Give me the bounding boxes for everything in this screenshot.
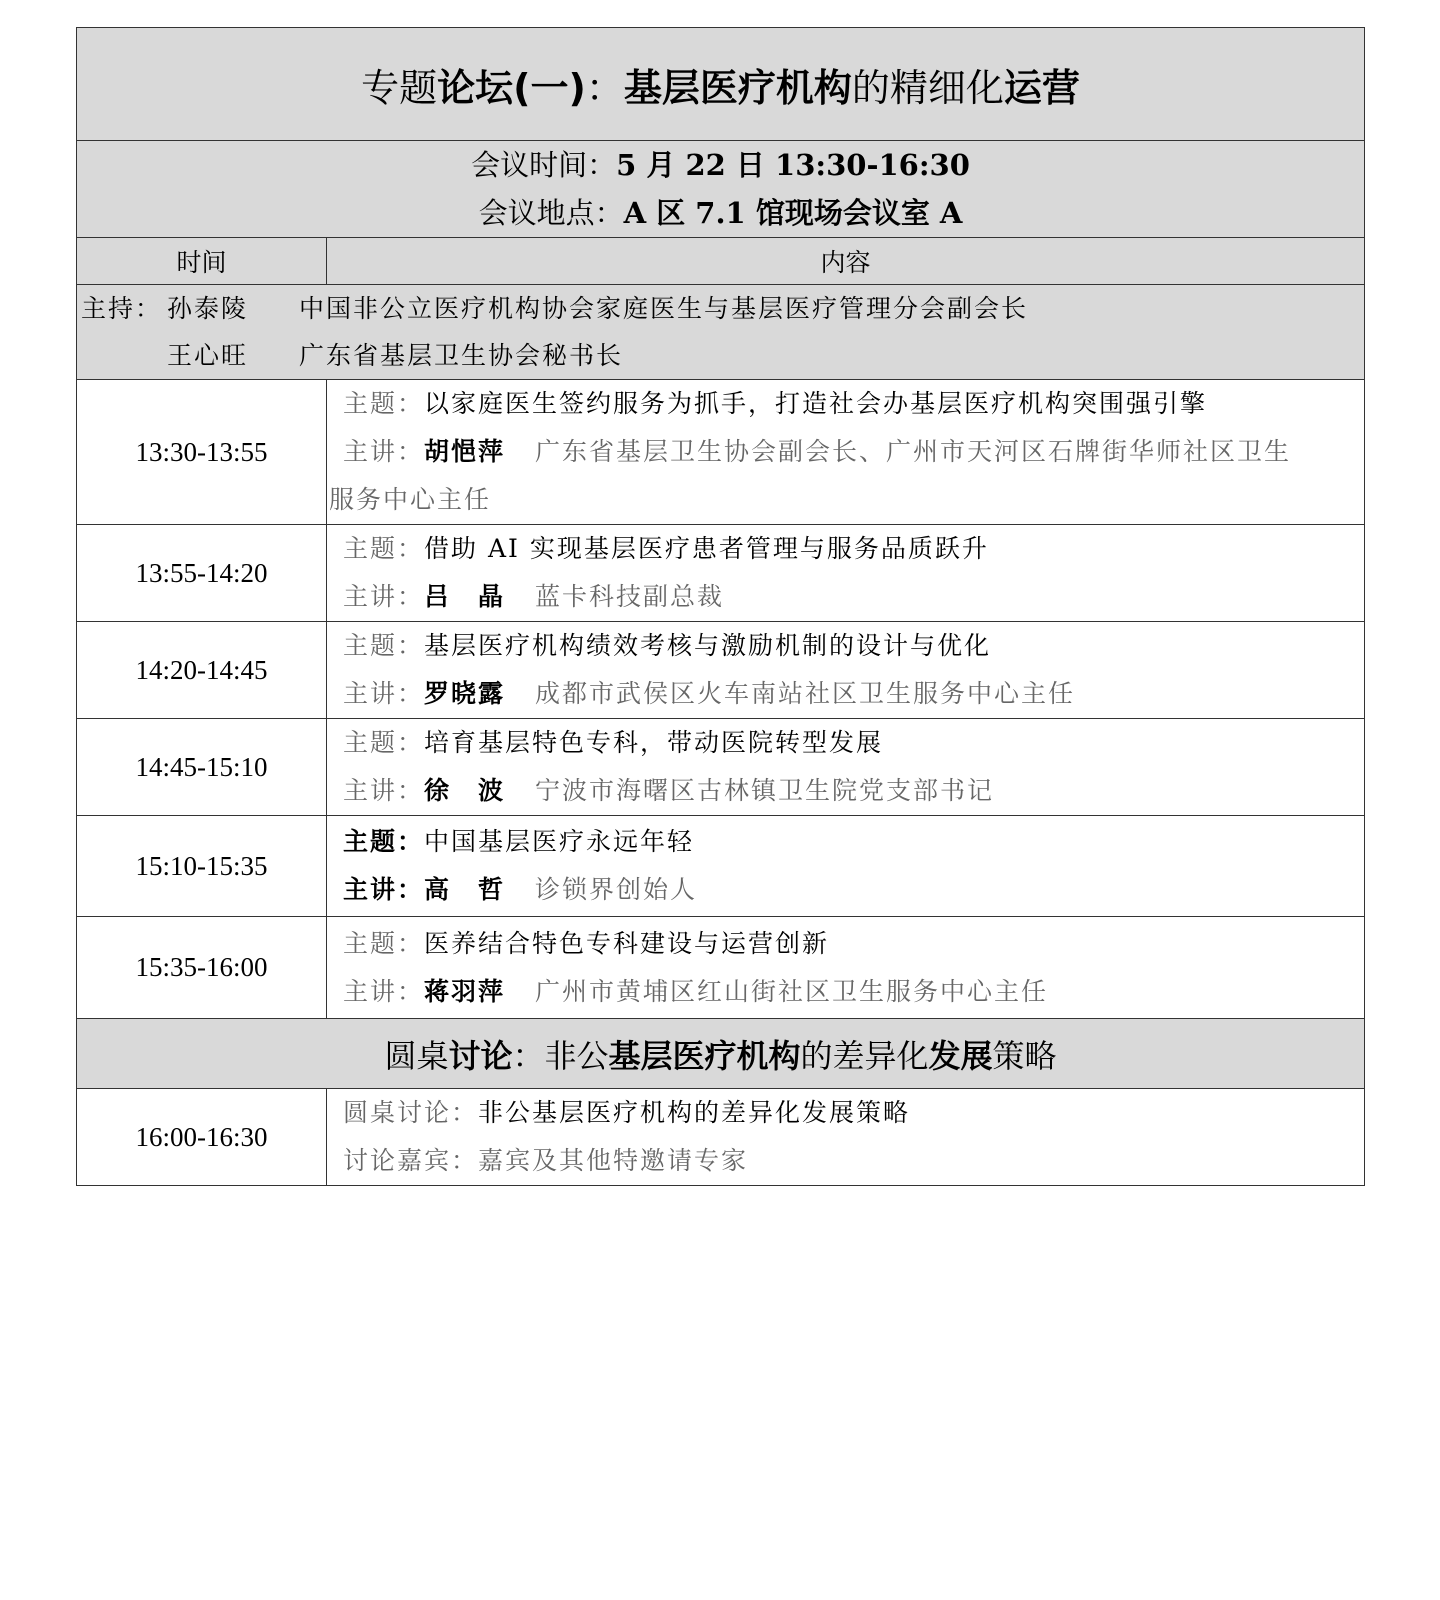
session-content [327,380,1365,525]
session-row [77,525,1365,622]
host-line [77,285,1364,332]
topic-label: 主题： [343,928,425,958]
round-table-title-row [77,1019,1365,1089]
title-part: ： [585,65,624,110]
speaker-role: 诊锁界创始人 [535,875,698,904]
title-part: 基层医疗机构 [623,65,852,110]
topic-line [327,525,1364,573]
agenda-sheet [76,27,1364,1186]
round-title-part: 圆桌 [384,1036,449,1075]
round-table-title [77,1019,1365,1089]
speaker-name: 高 哲 [424,875,506,904]
session-time: 15:35-16:00 [77,917,327,1019]
speaker-role-continued: 服务中心主任 [329,485,492,514]
column-header-time: 时间 [77,238,327,285]
meeting-info [77,141,1365,238]
round-title-part: 策略 [992,1036,1057,1075]
session-time: 14:20-14:45 [77,622,327,719]
speaker-role: 广东省基层卫生协会副会长、广州市天河区石牌街华师社区卫生 [535,437,1292,466]
session-time: 13:30-13:55 [77,380,327,525]
session-time: 13:55-14:20 [77,525,327,622]
speaker-name: 徐 波 [424,776,506,805]
title-row [77,28,1365,141]
round-title-part: 基层医疗机构 [608,1036,801,1075]
session-row [77,816,1365,917]
session-time: 15:10-15:35 [77,816,327,917]
speaker-line [327,968,1364,1016]
topic-line [327,380,1364,428]
speaker-name: 罗晓露 [424,679,506,708]
speaker-name: 吕 晶 [424,582,506,611]
topic-label: 主题： [343,534,425,563]
round-title-part: 讨论 [448,1036,513,1075]
round-title-part: ：非公 [512,1036,609,1075]
session-content [327,917,1365,1019]
title-part: 论坛(一) [437,65,586,110]
round-table-time: 16:00-16:30 [77,1089,327,1186]
meeting-place-value: A 区 7.1 馆现场会议室 A [623,196,963,230]
session-content [327,816,1365,917]
host-name: 王心旺 [167,341,249,370]
speaker-label: 主讲： [343,679,425,708]
speaker-line [327,428,1364,476]
speaker-name: 胡悒萍 [424,437,506,466]
title-part: 的精细化 [851,65,1004,110]
session-topic: 借助 AI 实现基层医疗患者管理与服务品质跃升 [424,534,989,563]
title-part: 专题 [361,65,438,110]
host-line [77,332,1364,379]
topic-label: 主题： [343,631,425,660]
round-title-part: 的差异化 [800,1036,929,1075]
title-part: 运营 [1003,65,1080,110]
meeting-info-row [77,141,1365,238]
hosts-cell [77,285,1365,380]
topic-line [327,622,1364,670]
session-topic: 医养结合特色专科建设与运营创新 [424,928,830,958]
speaker-label: 主讲： [343,582,425,611]
host-title: 中国非公立医疗机构协会家庭医生与基层医疗管理分会副会长 [299,294,1029,323]
speaker-name: 蒋羽萍 [424,976,506,1006]
speaker-line [327,670,1364,718]
session-row [77,917,1365,1019]
meeting-place-label: 会议地点： [478,196,624,230]
speaker-role: 成都市武侯区火车南站社区卫生服务中心主任 [535,679,1076,708]
column-header-row [77,238,1365,285]
topic-label: 主题： [343,728,425,757]
session-topic: 基层医疗机构绩效考核与激励机制的设计与优化 [424,631,992,660]
session-time: 14:45-15:10 [77,719,327,816]
host-prefix: 主持： [81,294,163,323]
forum-title [77,28,1365,141]
session-content [327,719,1365,816]
meeting-time [77,141,1364,189]
speaker-line [327,767,1364,815]
speaker-role: 蓝卡科技副总裁 [535,582,725,611]
host-title: 广东省基层卫生协会秘书长 [299,341,624,370]
speaker-role: 广州市黄埔区红山街社区卫生服务中心主任 [535,976,1049,1006]
column-header-content: 内容 [327,238,1365,285]
host-name: 孙泰陵 [167,294,249,323]
session-row [77,719,1365,816]
speaker-line [327,866,1364,914]
speaker-label: 主讲： [343,875,425,904]
round-title-part: 发展 [928,1036,993,1075]
topic-line [327,920,1364,968]
round-topic-line [327,1089,1364,1137]
meeting-time-label: 会议时间： [471,148,617,182]
session-row [77,622,1365,719]
agenda-table [76,27,1365,1186]
speaker-label: 主讲： [343,437,425,466]
round-guests-label: 讨论嘉宾： [343,1146,479,1175]
speaker-label: 主讲： [343,776,425,805]
meeting-place [77,189,1364,237]
session-content [327,525,1365,622]
speaker-role: 宁波市海曙区古林镇卫生院党支部书记 [535,776,995,805]
round-guests-line [327,1137,1364,1185]
round-topic: 非公基层医疗机构的差异化发展策略 [478,1098,911,1127]
round-topic-label: 圆桌讨论： [343,1098,479,1127]
round-table-content [327,1089,1365,1186]
meeting-time-value: 5 月 22 日 13:30-16:30 [616,148,970,182]
round-table-row [77,1089,1365,1186]
speaker-label: 主讲： [343,976,425,1006]
round-guests: 嘉宾及其他特邀请专家 [478,1146,749,1175]
session-content [327,622,1365,719]
topic-label: 主题： [343,827,425,856]
session-row [77,380,1365,525]
topic-label: 主题： [343,389,425,418]
session-topic: 以家庭医生签约服务为抓手，打造社会办基层医疗机构突围强引擎 [424,389,1208,418]
hosts-row [77,285,1365,380]
session-topic: 培育基层特色专科，带动医院转型发展 [424,728,884,757]
topic-line [327,818,1364,866]
session-topic: 中国基层医疗永远年轻 [424,827,695,856]
topic-line [327,719,1364,767]
speaker-line [327,573,1364,621]
